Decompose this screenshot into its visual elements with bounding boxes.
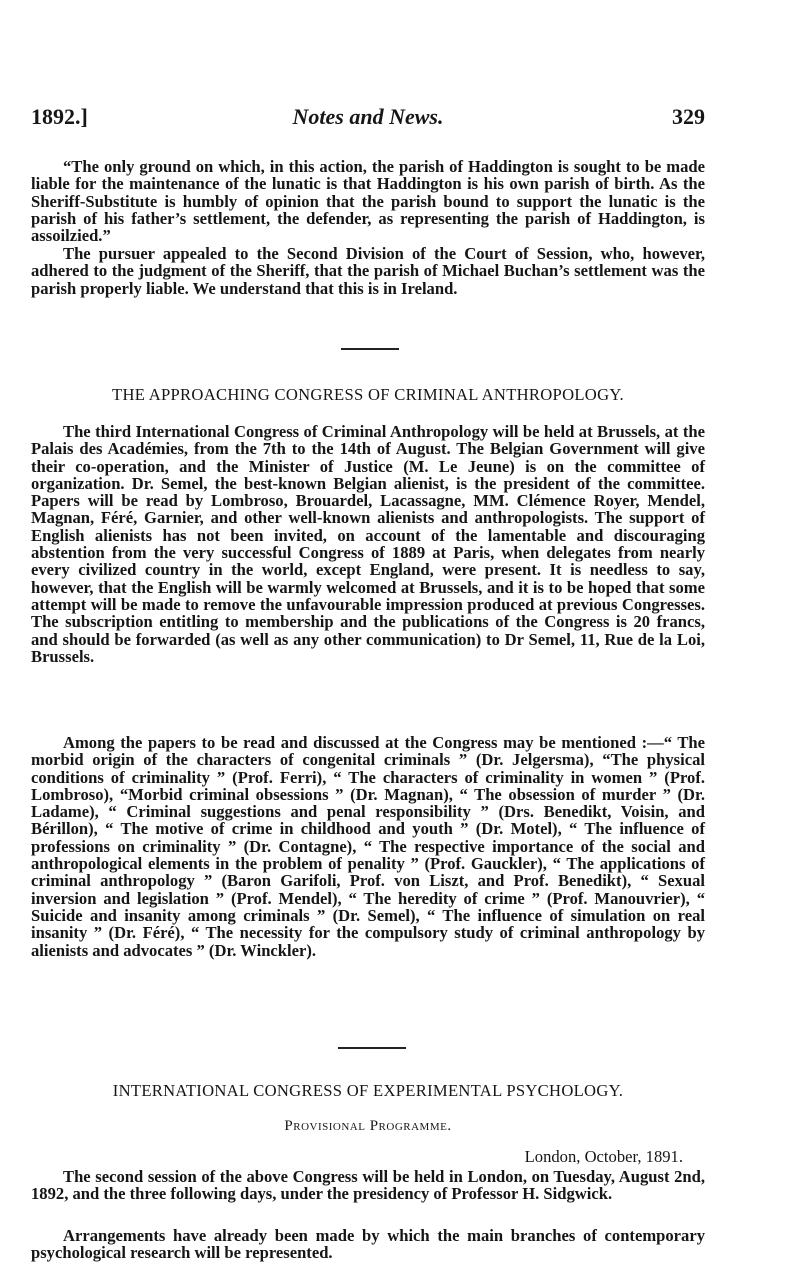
section-heading-experimental-psychology: INTERNATIONAL CONGRESS OF EXPERIMENTAL PSYCHOLOGY.	[112, 1081, 624, 1100]
congress-announcement-paragraph: The third International Congress of Criminal Anthropology will be held at Brussels, at the Palais des Académies, from the 7th to the 14th of August. The Belgian Government will give their co-operation, and the Minister of Justice (M. Le Jeune) is on the committee of organization. Dr. Semel, the best-known Belgian alienist, is the president of the committee. Papers will be read by Lombroso, Brouardel, Lacassagne, MM. Clémence Royer, Mendel, Magnan, Féré, Garnier, and other well-known alienists and anthropologists. The support of English alienists has not been invited, on account of the lamentable and discouraging abstention from the very successful Congress of 1889 at Paris, when delegates from nearly every civilized country in the world, except England, were present. It is needless to say, however, that the English will be warmly welcomed at Brussels, and it is to be hoped that some attempt will be made to remove the unfavourable impression produced at previous Congresses. The subscription entitling to membership and the publications of the Congress is 20 francs, and should be forwarded (as well as any other communication) to Dr Semel, 11, Rue de la Loi, Brussels.	[31, 422, 705, 666]
quoted-judgment-paragraph: “The only ground on which, in this action, the parish of Haddington is sought to be made liable for the maintenance of the lunatic is that Haddington is his own parish of birth. As the Sheriff-Substitute is humbly of opinion that the parish bound to support the lunatic is the parish of his father’s settlement, the defender, as representing the parish of Haddington, is assoilzied.”	[31, 157, 705, 246]
dateline: London, October, 1891.	[524, 1147, 683, 1166]
session-paragraph: The second session of the above Congress will be held in London, on Tuesday, August 2nd, 1892, and the three following days, under the presidency of Professor H. Sidgwick.	[31, 1167, 705, 1204]
arrangements-paragraph: Arrangements have already been made by which the main branches of contemporary psychological research will be represented.	[31, 1226, 705, 1263]
section-divider	[341, 348, 399, 350]
appeal-paragraph: The pursuer appealed to the Second Division of the Court of Session, who, however, adhered to the judgment of the Sheriff, that the parish of Michael Buchan’s settlement was the parish properly liable. We understand that this is in Ireland.	[31, 244, 705, 298]
running-title: Notes and News.	[292, 104, 444, 129]
programme-subheading: Provisional Programme.	[284, 1118, 452, 1134]
section-divider	[338, 1047, 406, 1049]
header-year: 1892.]	[31, 104, 88, 129]
page-header	[31, 104, 705, 138]
section-heading-criminal-anthropology: THE APPROACHING CONGRESS OF CRIMINAL ANTHROPOLOGY.	[112, 385, 624, 404]
page-number: 329	[672, 104, 705, 129]
papers-list-paragraph: Among the papers to be read and discussed at the Congress may be mentioned :—“ The morbid origin of the characters of congenital criminals ” (Dr. Jelgersma), “The physical conditions of criminality ” (Prof. Ferri), “ The characters of criminality in women ” (Prof. Lombroso), “Morbid criminal obsessions ” (Dr. Magnan), “ The obsession of murder ” (Dr. Ladame), “ Criminal suggestions and penal responsibility ” (Drs. Benedikt, Voisin, and Bérillon), “ The motive of crime in childhood and youth ” (Dr. Motel), “ The influence of professions on criminality ” (Dr. Contagne), “ The respective importance of the social and anthropological elements in the problem of penality ” (Prof. Gauckler), “ The applications of criminal anthropology ” (Baron Garifoli, Prof. von Liszt, and Prof. Benedikt), “ Sexual inversion and legislation ” (Prof. Mendel), “ The heredity of crime ” (Prof. Manouvrier), “ Suicide and insanity among criminals ” (Dr. Semel), “ The influence of simulation on real insanity ” (Dr. Féré), “ The necessity for the compulsory study of criminal anthropology by alienists and advocates ” (Dr. Winckler).	[31, 733, 705, 960]
